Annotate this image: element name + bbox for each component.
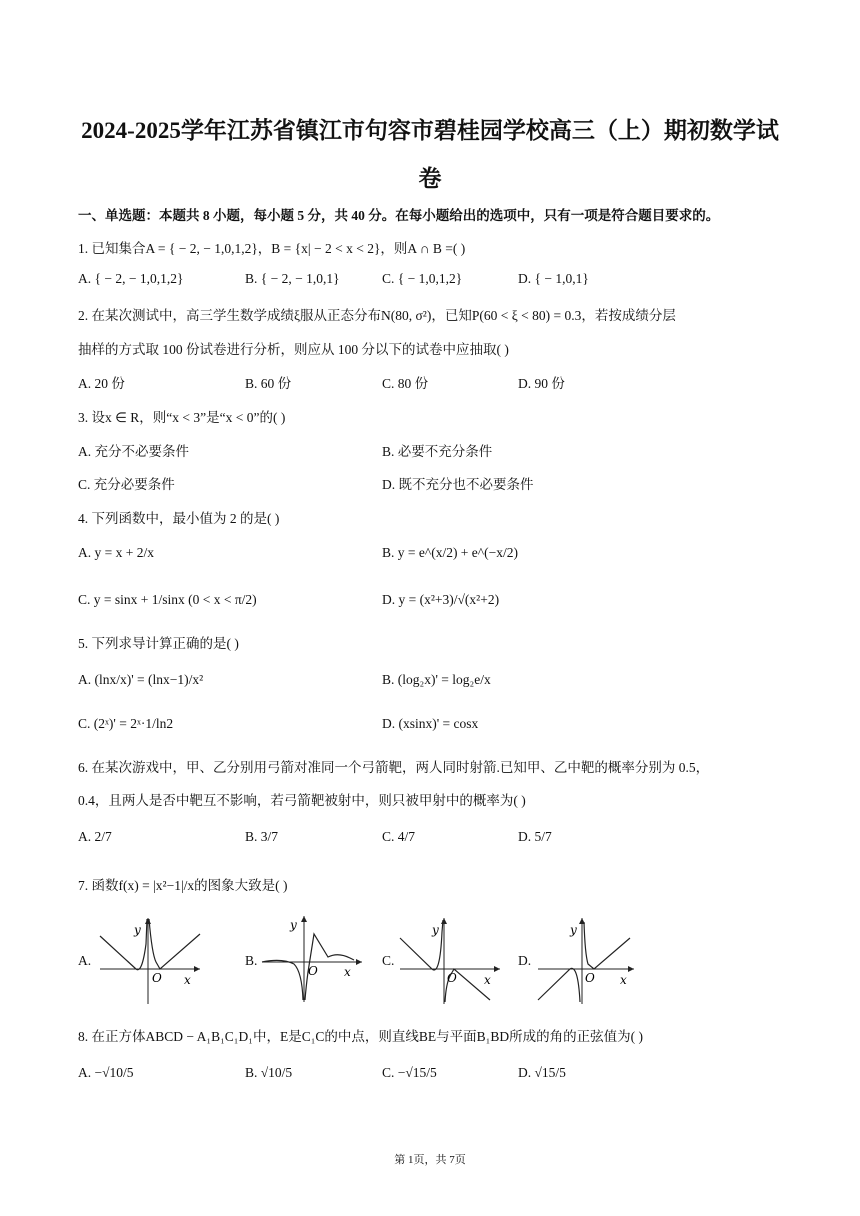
q2-option-a: A. 20 份 bbox=[78, 376, 125, 391]
q7-option-a: A. bbox=[78, 953, 92, 968]
q1-option-c: C. { − 1,0,1,2} bbox=[382, 271, 463, 286]
question-8-stem: 8. 在正方体ABCD − A₁B₁C₁D₁中，E是C₁C的中点，则直线BE与平面B₁BD所成的角的正弦值为( ) bbox=[78, 1029, 644, 1044]
q8-option-c: C. −√15/5 bbox=[382, 1065, 437, 1080]
q1-option-b: B. { − 2, − 1,0,1} bbox=[245, 271, 340, 286]
exam-title-line1: 2024-2025学年江苏省镇江市句容市碧桂园学校高三（上）期初数学试 bbox=[81, 118, 779, 143]
q7-graph-a bbox=[96, 914, 206, 1006]
q3-option-d: D. 既不充分也不必要条件 bbox=[382, 477, 534, 492]
q7-option-c: C. bbox=[382, 953, 395, 968]
question-2-stem-line2: 抽样的方式取 100 份试卷进行分析，则应从 100 分以下的试卷中应抽取( ) bbox=[78, 342, 509, 357]
q5-option-c: C. (2ˣ)' = 2ˣ·1/ln2 bbox=[78, 716, 174, 731]
q6-option-d: D. 5/7 bbox=[518, 829, 552, 844]
q8-option-a: A. −√10/5 bbox=[78, 1065, 134, 1080]
section-heading: 一、单选题：本题共 8 小题，每小题 5 分，共 40 分。在每小题给出的选项中，只有一项是符合题目要求的。 bbox=[78, 208, 720, 223]
question-2-stem-line1: 2. 在某次测试中，高三学生数学成绩ξ服从正态分布N(80, σ²)，已知P(60 < ξ < 80) = 0.3，若按成绩分层 bbox=[78, 308, 676, 323]
q1-option-d: D. { − 1,0,1} bbox=[518, 271, 589, 286]
q7-a-y-label: y bbox=[134, 923, 141, 937]
q2-option-c: C. 80 份 bbox=[382, 376, 429, 391]
q7-graph-c bbox=[396, 914, 506, 1006]
q3-option-a: A. 充分不必要条件 bbox=[78, 444, 189, 459]
question-5-stem: 5. 下列求导计算正确的是( ) bbox=[78, 636, 239, 651]
q7-b-x-label: x bbox=[344, 965, 351, 979]
q7-option-d: D. bbox=[518, 953, 532, 968]
q7-b-y-label: y bbox=[290, 918, 297, 932]
q7-d-origin: O bbox=[585, 971, 595, 985]
q6-option-b: B. 3/7 bbox=[245, 829, 279, 844]
q5-option-a: A. (lnx/x)' = (lnx−1)/x² bbox=[78, 672, 204, 687]
q7-a-x-label: x bbox=[184, 973, 191, 987]
q2-option-d: D. 90 份 bbox=[518, 376, 565, 391]
q7-c-origin: O bbox=[447, 971, 457, 985]
question-3-stem: 3. 设x ∈ R，则“x < 3”是“x < 0”的( ) bbox=[78, 410, 286, 425]
question-6-stem-line2: 0.4，且两人是否中靶互不影响，若弓箭靶被射中，则只被甲射中的概率为( ) bbox=[78, 793, 526, 808]
q7-c-y-label: y bbox=[432, 923, 439, 937]
q4-option-c: C. y = sinx + 1/sinx (0 < x < π/2) bbox=[78, 592, 257, 607]
question-7-stem: 7. 函数f(x) = |x²−1|/x的图象大致是( ) bbox=[78, 878, 288, 893]
q8-option-d: D. √15/5 bbox=[518, 1065, 566, 1080]
q7-option-b: B. bbox=[245, 953, 258, 968]
q6-option-a: A. 2/7 bbox=[78, 829, 112, 844]
q4-option-a: A. y = x + 2/x bbox=[78, 545, 154, 560]
q1-option-a: A. { − 2, − 1,0,1,2} bbox=[78, 271, 184, 286]
q3-option-c: C. 充分必要条件 bbox=[78, 477, 175, 492]
q7-b-origin: O bbox=[308, 964, 318, 978]
question-6-stem-line1: 6. 在某次游戏中，甲、乙分别用弓箭对准同一个弓箭靶，两人同时射箭.已知甲、乙中靶的概率分别为 0.5， bbox=[78, 760, 710, 775]
q8-option-b: B. √10/5 bbox=[245, 1065, 293, 1080]
question-1-stem: 1. 已知集合A = { − 2, − 1,0,1,2}，B = {x| − 2 < x < 2}，则A ∩ B =( ) bbox=[78, 241, 466, 256]
q7-d-x-label: x bbox=[620, 973, 627, 987]
q7-d-y-label: y bbox=[570, 923, 577, 937]
exam-title-line2: 卷 bbox=[418, 166, 442, 191]
q6-option-c: C. 4/7 bbox=[382, 829, 416, 844]
q5-option-b: B. (log₂x)' = log₂e/x bbox=[382, 672, 491, 687]
q5-option-d: D. (xsinx)' = cosx bbox=[382, 716, 479, 731]
q4-option-d: D. y = (x²+3)/√(x²+2) bbox=[382, 592, 500, 607]
q3-option-b: B. 必要不充分条件 bbox=[382, 444, 493, 459]
q7-c-x-label: x bbox=[484, 973, 491, 987]
q7-a-origin: O bbox=[152, 971, 162, 985]
q4-option-b: B. y = e^(x/2) + e^(−x/2) bbox=[382, 545, 518, 560]
page-footer: 第 1页，共 7页 bbox=[394, 1154, 466, 1166]
q7-graph-b bbox=[258, 912, 368, 1004]
question-4-stem: 4. 下列函数中，最小值为 2 的是( ) bbox=[78, 511, 280, 526]
q7-graph-d bbox=[534, 914, 644, 1006]
q2-option-b: B. 60 份 bbox=[245, 376, 292, 391]
